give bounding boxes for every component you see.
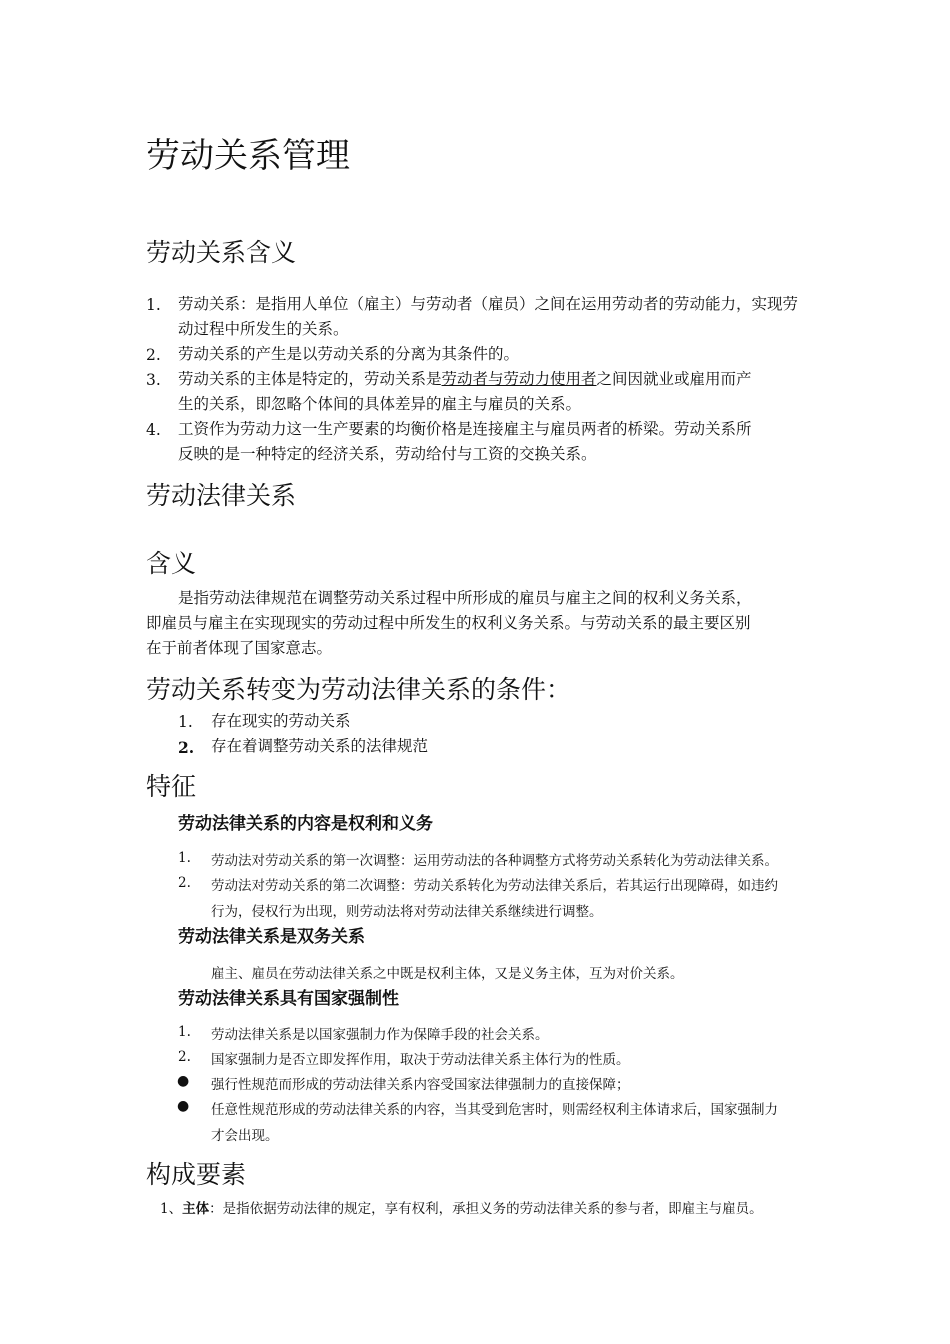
list-number: 1. xyxy=(178,1024,191,1040)
section-heading-labor-legal-relation: 劳动法律关系 xyxy=(146,481,297,510)
list-item-text: 行为，侵权行为出现，则劳动法将对劳动法律关系继续进行调整。 xyxy=(211,904,603,920)
feature-heading-bilateral: 劳动法律关系是双务关系 xyxy=(178,927,365,947)
list-item-text: 工资作为劳动力这一生产要素的均衡价格是连接雇主与雇员两者的桥梁。劳动关系所 xyxy=(178,420,752,438)
list-item-text: 动过程中所发生的关系。 xyxy=(178,320,349,338)
list-number: 2. xyxy=(178,738,195,757)
list-item-text: 生的关系，即忽略个体间的具体差异的雇主与雇员的关系。 xyxy=(178,395,582,413)
list-number: 2. xyxy=(178,875,191,891)
list-item-text: 国家强制力是否立即发挥作用，取决于劳动法律关系主体行为的性质。 xyxy=(211,1052,630,1068)
list-item-text: 劳动法对劳动关系的第一次调整：运用劳动法的各种调整方式将劳动关系转化为劳动法律关系。 xyxy=(211,853,778,869)
list-item-text xyxy=(178,367,752,392)
subsection-heading-meaning: 含义 xyxy=(146,549,197,578)
list-item-text: 反映的是一种特定的经济关系，劳动给付与工资的交换关系。 xyxy=(178,445,597,463)
bullet-icon: ● xyxy=(177,1073,190,1089)
list-item-text: 存在着调整劳动关系的法律规范 xyxy=(211,737,429,755)
paragraph-line: 在于前者体现了国家意志。 xyxy=(146,639,333,657)
item-prefix: 1、 xyxy=(160,1201,183,1217)
bold-term: 主体 xyxy=(182,1201,210,1217)
list-number: 1. xyxy=(178,850,191,866)
list-item-text: 强行性规范而形成的劳动法律关系内容受国家法律强制力的直接保障； xyxy=(211,1077,630,1093)
list-item-text: 劳动法对劳动关系的第二次调整：劳动关系转化为劳动法律关系后，若其运行出现障碍，如违约 xyxy=(211,878,778,894)
paragraph-line: 即雇员与雇主在实现现实的劳动过程中所发生的权利义务关系。与劳动关系的最主要区别 xyxy=(146,614,751,632)
list-number: 3. xyxy=(146,371,161,389)
text-span: 劳动关系的主体是特定的，劳动关系是 xyxy=(178,370,442,388)
underlined-term: 劳动者与劳动力使用者 xyxy=(441,370,597,388)
list-item-text: 劳动关系：是指用人单位（雇主）与劳动者（雇员）之间在运用劳动者的劳动能力，实现劳 xyxy=(178,295,799,313)
list-item-text: 才会出现。 xyxy=(211,1128,279,1144)
list-number: 2. xyxy=(146,346,161,364)
paragraph-line xyxy=(160,1197,763,1217)
subsection-heading-elements: 构成要素 xyxy=(146,1160,247,1189)
subsection-heading-features: 特征 xyxy=(146,772,197,801)
paragraph-line: 是指劳动法律规范在调整劳动关系过程中所形成的雇员与雇主之间的权利义务关系， xyxy=(178,589,752,607)
list-item-text: 存在现实的劳动关系 xyxy=(211,712,351,730)
list-number: 1. xyxy=(146,296,161,314)
list-item-text: 劳动关系的产生是以劳动关系的分离为其条件的。 xyxy=(178,345,520,363)
feature-heading-rights-duties: 劳动法律关系的内容是权利和义务 xyxy=(178,814,433,834)
subsection-heading-conditions: 劳动关系转变为劳动法律关系的条件： xyxy=(146,675,572,704)
section-heading-labor-relation-meaning: 劳动关系含义 xyxy=(146,238,297,267)
text-span: ：是指依据劳动法律的规定，享有权利，承担义务的劳动法律关系的参与者，即雇主与雇员。 xyxy=(209,1201,763,1217)
text-span: 之间因就业或雇用而产 xyxy=(596,370,752,388)
paragraph-line: 雇主、雇员在劳动法律关系之中既是权利主体，又是义务主体，互为对价关系。 xyxy=(211,966,684,982)
bullet-icon: ● xyxy=(177,1098,190,1114)
page-title: 劳动关系管理 xyxy=(146,136,350,176)
list-item-text: 任意性规范形成的劳动法律关系的内容，当其受到危害时，则需经权利主体请求后，国家强制力 xyxy=(211,1102,778,1118)
list-number: 2. xyxy=(178,1049,191,1065)
list-number: 1. xyxy=(178,713,193,731)
list-item-text: 劳动法律关系是以国家强制力作为保障手段的社会关系。 xyxy=(211,1027,549,1043)
feature-heading-state-coercion: 劳动法律关系具有国家强制性 xyxy=(178,989,399,1009)
list-number: 4. xyxy=(146,421,161,439)
